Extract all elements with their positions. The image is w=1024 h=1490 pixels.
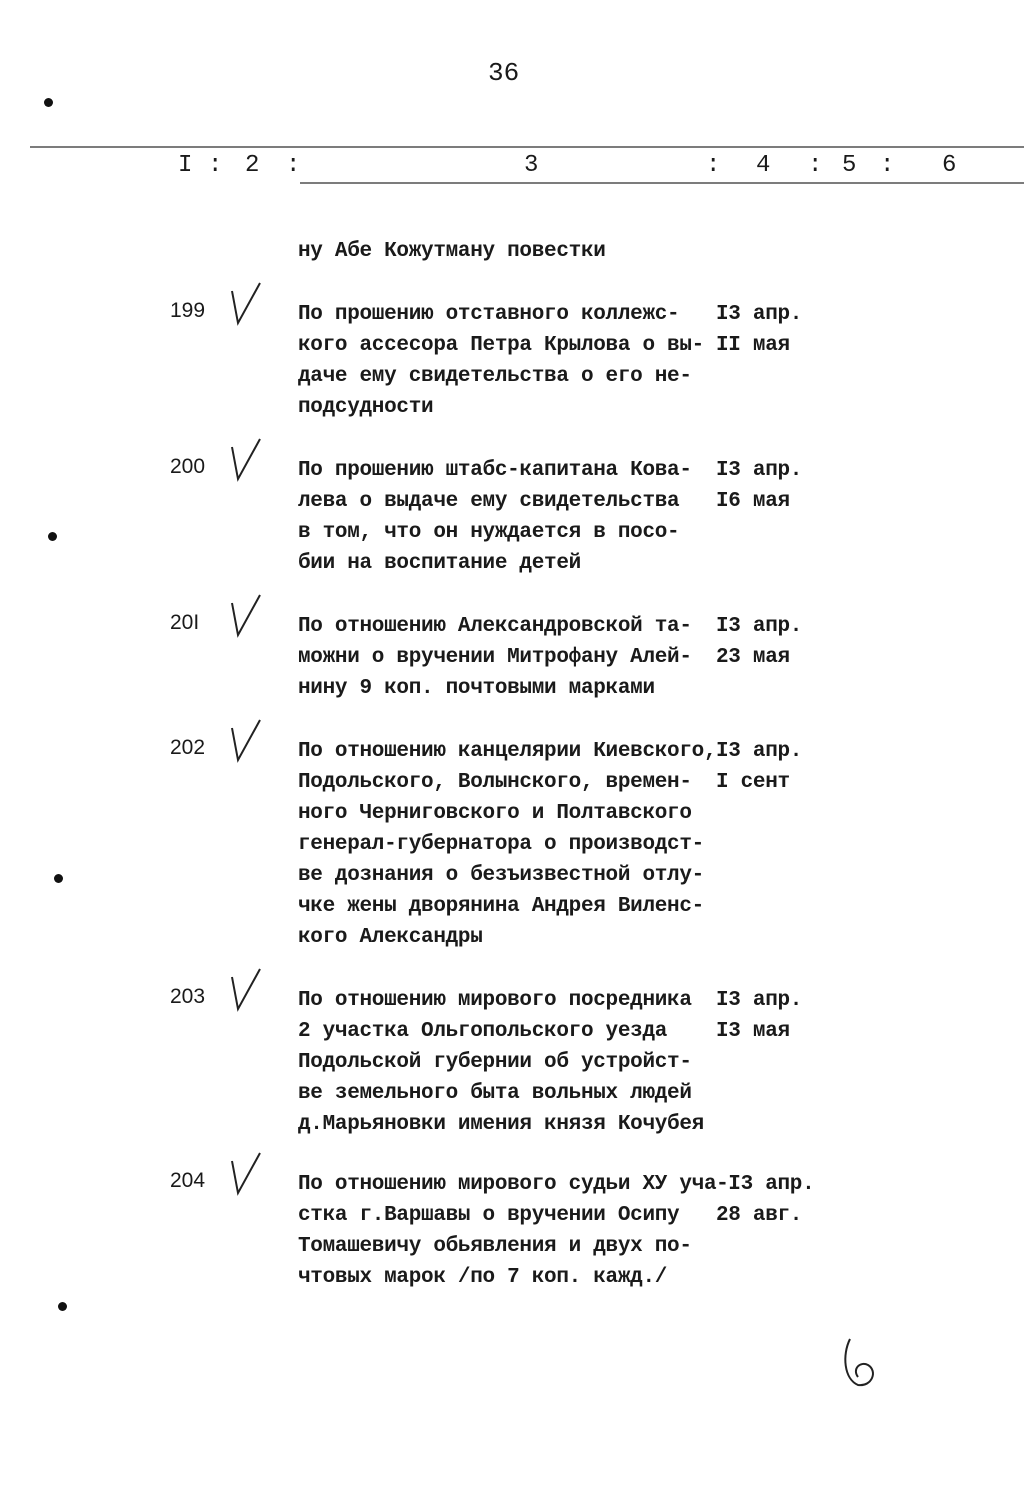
column-4: 4 (756, 152, 771, 179)
date-start: I3 апр. (716, 303, 803, 326)
description-line: По прошению штабс-капитана Кова- (298, 459, 692, 482)
date-start: I3 апр. (716, 615, 803, 638)
checkmark-icon (226, 589, 266, 639)
description-line: По отношению мирового посредника (298, 989, 692, 1012)
entry-dates (716, 1169, 814, 1231)
description-line: подсудности (298, 396, 434, 419)
date-end: I сент (716, 771, 790, 794)
date-start: -I3 апр. (716, 1173, 815, 1196)
date-end: 23 мая (716, 646, 790, 669)
description-line: Подольской губернии об устройст- (298, 1051, 692, 1074)
description-line: нину 9 коп. почтовыми марками (298, 677, 655, 700)
entry-description (298, 985, 704, 1140)
column-1: I (178, 152, 193, 179)
page-number: 36 (488, 58, 520, 88)
date-end: 28 авг. (716, 1204, 803, 1227)
header-rule-bottom (300, 182, 1024, 184)
column-separator: : (208, 152, 223, 179)
description-line: По прошению отставного коллежс- (298, 303, 680, 326)
description-line: лева о выдаче ему свидетельства (298, 490, 680, 513)
description-line: генерал-губернатора о производст- (298, 833, 704, 856)
punch-hole (48, 532, 57, 541)
date-end: II мая (716, 334, 790, 357)
description-line: По отношению мирового судьи ХУ уча- (298, 1173, 729, 1196)
entry-number: 202 (170, 736, 206, 759)
column-separator: : (706, 152, 721, 179)
column-5: 5 (842, 152, 857, 179)
entry-dates (716, 985, 802, 1047)
description-line: ве земельного быта вольных людей (298, 1082, 692, 1105)
date-end: I6 мая (716, 490, 790, 513)
entry-number: 20I (170, 611, 200, 634)
checkmark-icon (226, 1147, 266, 1197)
description-line: в том, что он нуждается в посо- (298, 521, 680, 544)
description-line: даче ему свидетельства о его не- (298, 365, 692, 388)
entry-number: 199 (170, 299, 206, 322)
column-3: 3 (524, 152, 539, 179)
header-rule-top (30, 146, 1024, 148)
entry-number: 204 (170, 1169, 206, 1192)
punch-hole (58, 1302, 67, 1311)
entry-description (298, 736, 716, 953)
date-start: I3 апр. (716, 459, 803, 482)
description-line: бии на воспитание детей (298, 552, 581, 575)
description-line: ве дознания о безъизвестной отлу- (298, 864, 704, 887)
checkmark-icon (226, 277, 266, 327)
description-line: 2 участка Ольгопольского уезда (298, 1020, 668, 1043)
date-end: I3 мая (716, 1020, 790, 1043)
entry-number: 200 (170, 455, 206, 478)
description-line: По отношению канцелярии Киевского, (298, 740, 717, 763)
column-2: 2 (245, 152, 260, 179)
punch-hole (54, 874, 63, 883)
column-separator: : (286, 152, 301, 179)
column-separator: : (808, 152, 823, 179)
entry-dates (716, 455, 802, 517)
continuation-text: ну Абе Кожутману повестки (298, 240, 606, 263)
description-line: можни о вручении Митрофану Алей- (298, 646, 692, 669)
entry-description (298, 455, 692, 579)
checkmark-icon (226, 433, 266, 483)
checkmark-icon (226, 714, 266, 764)
description-line: чтовых марок /по 7 коп. кажд./ (298, 1266, 668, 1289)
date-start: I3 апр. (716, 989, 803, 1012)
description-line: Подольского, Волынского, времен- (298, 771, 692, 794)
description-line: кого ассесора Петра Крылова о вы- (298, 334, 704, 357)
entry-description (298, 299, 704, 423)
column-separator: : (880, 152, 895, 179)
punch-hole (44, 98, 53, 107)
entry-description (298, 1169, 729, 1293)
entry-number: 203 (170, 985, 206, 1008)
description-line: д.Марьяновки имения князя Кочубея (298, 1113, 704, 1136)
checkmark-icon (226, 963, 266, 1013)
handwritten-mark (838, 1335, 884, 1391)
description-line: стка г.Варшавы о вручении Осипу (298, 1204, 680, 1227)
entry-dates (716, 611, 802, 673)
entry-dates (716, 736, 802, 798)
entry-description (298, 611, 692, 704)
description-line: Томашевичу обьявления и двух по- (298, 1235, 692, 1258)
description-line: кого Александры (298, 926, 483, 949)
description-line: По отношению Александровской та- (298, 615, 692, 638)
entry-dates (716, 299, 802, 361)
description-line: ного Черниговского и Полтавского (298, 802, 692, 825)
column-6: 6 (942, 152, 957, 179)
date-start: I3 апр. (716, 740, 803, 763)
description-line: чке жены дворянина Андрея Виленс- (298, 895, 704, 918)
